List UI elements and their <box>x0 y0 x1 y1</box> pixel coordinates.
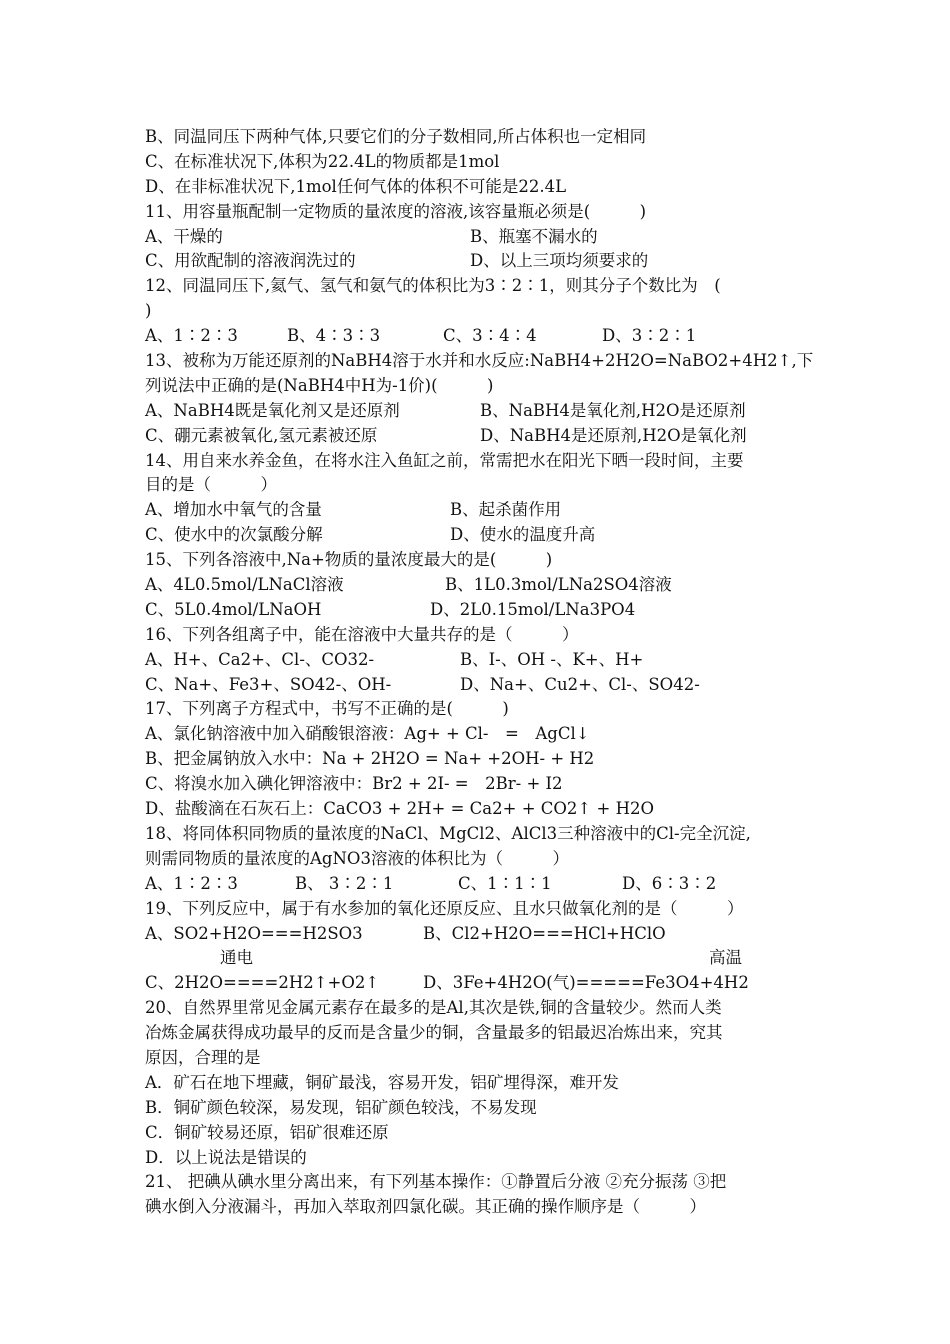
line-text: 20、自然界里常见金属元素存在最多的是Al,其次是铁,铜的含量较少。然而人类 <box>145 998 722 1018</box>
line-text: 14、用自来水养金鱼，在将水注入鱼缸之前，常需把水在阳光下晒一段时间，主要 <box>145 450 744 470</box>
text-line <box>145 274 825 299</box>
option-text: D、以上三项均须要求的 <box>470 251 649 271</box>
text-line <box>145 996 825 1021</box>
option-text: C、3∶4∶4 <box>443 326 537 346</box>
text-line <box>145 1146 825 1171</box>
line-text: C、Na+、Fe3+、SO42-、OH- <box>145 674 392 694</box>
text-line <box>145 1071 825 1096</box>
line-text: D、盐酸滴在石灰石上：CaCO3 + 2H+ = Ca2+ + CO2↑ + H2O <box>145 799 654 819</box>
text-line <box>145 548 825 573</box>
text-line <box>145 473 825 498</box>
text-line <box>145 399 825 424</box>
line-text: D．以上说法是错误的 <box>145 1147 307 1167</box>
text-line <box>145 125 825 150</box>
text-line <box>145 847 825 872</box>
option-text: B、I-、OH -、K+、H+ <box>460 649 644 669</box>
text-line <box>145 175 825 200</box>
line-text: A、1∶2∶3 <box>145 326 238 346</box>
text-line <box>145 424 825 449</box>
option-text: B、4∶3∶3 <box>287 326 381 346</box>
line-text: 19、下列反应中，属于有水参加的氧化还原反应、且水只做氧化剂的是（ ） <box>145 898 744 918</box>
line-text: 则需同物质的量浓度的AgNO3溶液的体积比为（ ） <box>145 848 569 868</box>
question-text <box>145 125 825 1220</box>
text-line <box>145 324 825 349</box>
line-text: 碘水倒入分液漏斗，再加入萃取剂四氯化碳。其正确的操作顺序是（ ） <box>145 1197 706 1217</box>
line-text: 17、下列离子方程式中，书写不正确的是( ) <box>145 699 509 719</box>
option-text: D、使水的温度升高 <box>450 525 596 545</box>
text-line <box>145 299 825 324</box>
line-text: 21、 把碘从碘水里分离出来，有下列基本操作：①静置后分液 ②充分振荡 ③把 <box>145 1172 727 1192</box>
text-line <box>145 797 825 822</box>
line-text: C．铜矿较易还原，铝矿很难还原 <box>145 1122 389 1142</box>
text-line <box>145 225 825 250</box>
line-text: 11、用容量瓶配制一定物质的量浓度的溶液,该容量瓶必须是( ) <box>145 201 647 221</box>
text-line <box>145 697 825 722</box>
line-text: A、NaBH4既是氧化剂又是还原剂 <box>145 400 400 420</box>
text-line <box>145 822 825 847</box>
option-text: D、Na+、Cu2+、Cl-、SO42- <box>460 674 700 694</box>
text-line <box>145 1046 825 1071</box>
text-line <box>145 747 825 772</box>
line-text: 16、下列各组离子中，能在溶液中大量共存的是（ ） <box>145 624 579 644</box>
option-text: B、1L0.3mol/LNa2SO4溶液 <box>445 575 672 595</box>
line-text: B、把金属钠放入水中：Na + 2H2O = Na+ +2OH- + H2 <box>145 749 595 769</box>
text-line <box>145 872 825 897</box>
line-text: C、5L0.4mol/LNaOH <box>145 599 322 619</box>
text-line <box>145 200 825 225</box>
text-line <box>145 673 825 698</box>
text-line <box>145 523 825 548</box>
line-text: A、增加水中氧气的含量 <box>145 500 322 520</box>
reaction-condition-label: 通电 <box>220 948 253 968</box>
line-text: 列说法中正确的是(NaBH4中H为-1价)( ) <box>145 375 494 395</box>
line-text: 13、被称为万能还原剂的NaBH4溶于水并和水反应:NaBH4+2H2O=NaBO2+4H2↑,下 <box>145 351 814 371</box>
text-line <box>145 1195 825 1220</box>
text-line <box>145 150 825 175</box>
line-text: A．矿石在地下埋藏，铜矿最浅，容易开发，铝矿埋得深，难开发 <box>145 1072 619 1092</box>
text-line <box>145 449 825 474</box>
option-text: D、2L0.15mol/LNa3PO4 <box>430 599 636 619</box>
line-text: 15、下列各溶液中,Na+物质的量浓度最大的是( ) <box>145 550 553 570</box>
reaction-condition-label: 高温 <box>709 948 742 968</box>
option-text: B、起杀菌作用 <box>450 500 562 520</box>
text-line <box>145 623 825 648</box>
line-text: 冶炼金属获得成功最早的反而是含量少的铜，含量最多的铝最迟冶炼出来，究其 <box>145 1023 723 1043</box>
line-text: C、2H2O====2H2↑+O2↑ <box>145 973 380 993</box>
text-line <box>145 922 825 947</box>
line-text: 12、同温同压下,氦气、氢气和氨气的体积比为3∶2∶1，则其分子个数比为 ( <box>145 276 721 296</box>
line-text: 18、将同体积同物质的量浓度的NaCl、MgCl2、AlCl3三种溶液中的Cl-完全沉淀, <box>145 823 751 843</box>
text-line <box>145 1021 825 1046</box>
text-line <box>145 897 825 922</box>
text-line <box>145 374 825 399</box>
option-text: D、3∶2∶1 <box>602 326 697 346</box>
line-text: 目的是（ ） <box>145 475 277 495</box>
text-line <box>145 1170 825 1195</box>
line-text: A、1∶2∶3 <box>145 873 238 893</box>
option-text: B、NaBH4是氧化剂,H2O是还原剂 <box>480 400 746 420</box>
line-text: B．铜矿颜色较深，易发现，铝矿颜色较浅，不易发现 <box>145 1097 537 1117</box>
text-line <box>145 498 825 523</box>
option-text: D、3Fe+4H2O(气)=====Fe3O4+4H2 <box>423 973 749 993</box>
option-text: B、瓶塞不漏水的 <box>470 226 598 246</box>
line-text: D、在非标准状况下,1mol任何气体的体积不可能是22.4L <box>145 176 567 196</box>
line-text: B、同温同压下两种气体,只要它们的分子数相同,所占体积也一定相同 <box>145 127 647 146</box>
text-line <box>145 772 825 797</box>
line-text: A、SO2+H2O===H2SO3 <box>145 923 363 943</box>
line-text: C、将溴水加入碘化钾溶液中：Br2 + 2I- = 2Br- + I2 <box>145 774 563 794</box>
option-text: B、Cl2+H2O===HCl+HClO <box>423 923 666 943</box>
text-line <box>145 722 825 747</box>
line-text: ) <box>145 301 152 321</box>
option-text: B、 3∶2∶1 <box>295 873 394 893</box>
text-line <box>145 598 825 623</box>
text-line <box>145 971 825 996</box>
text-line <box>145 648 825 673</box>
line-text: 原因，合理的是 <box>145 1047 261 1067</box>
text-line <box>145 249 825 274</box>
text-line <box>145 946 825 971</box>
line-text: C、用欲配制的溶液润洗过的 <box>145 251 356 271</box>
option-text: D、NaBH4是还原剂,H2O是氧化剂 <box>480 425 747 445</box>
line-text: C、硼元素被氧化,氢元素被还原 <box>145 425 378 445</box>
line-text: C、在标准状况下,体积为22.4L的物质都是1mol <box>145 151 500 171</box>
line-text: A、干燥的 <box>145 226 223 246</box>
line-text: A、氯化钠溶液中加入硝酸银溶液：Ag+ + Cl- = AgCl↓ <box>145 724 590 744</box>
text-line <box>145 1121 825 1146</box>
text-line <box>145 1096 825 1121</box>
option-text: D、6∶3∶2 <box>622 873 717 893</box>
line-text: A、H+、Ca2+、Cl-、CO32- <box>145 649 375 669</box>
line-text: C、使水中的次氯酸分解 <box>145 525 323 545</box>
option-text: C、1∶1∶1 <box>458 873 552 893</box>
line-text: A、4L0.5mol/LNaCl溶液 <box>145 575 344 595</box>
text-line <box>145 573 825 598</box>
text-line <box>145 349 825 374</box>
